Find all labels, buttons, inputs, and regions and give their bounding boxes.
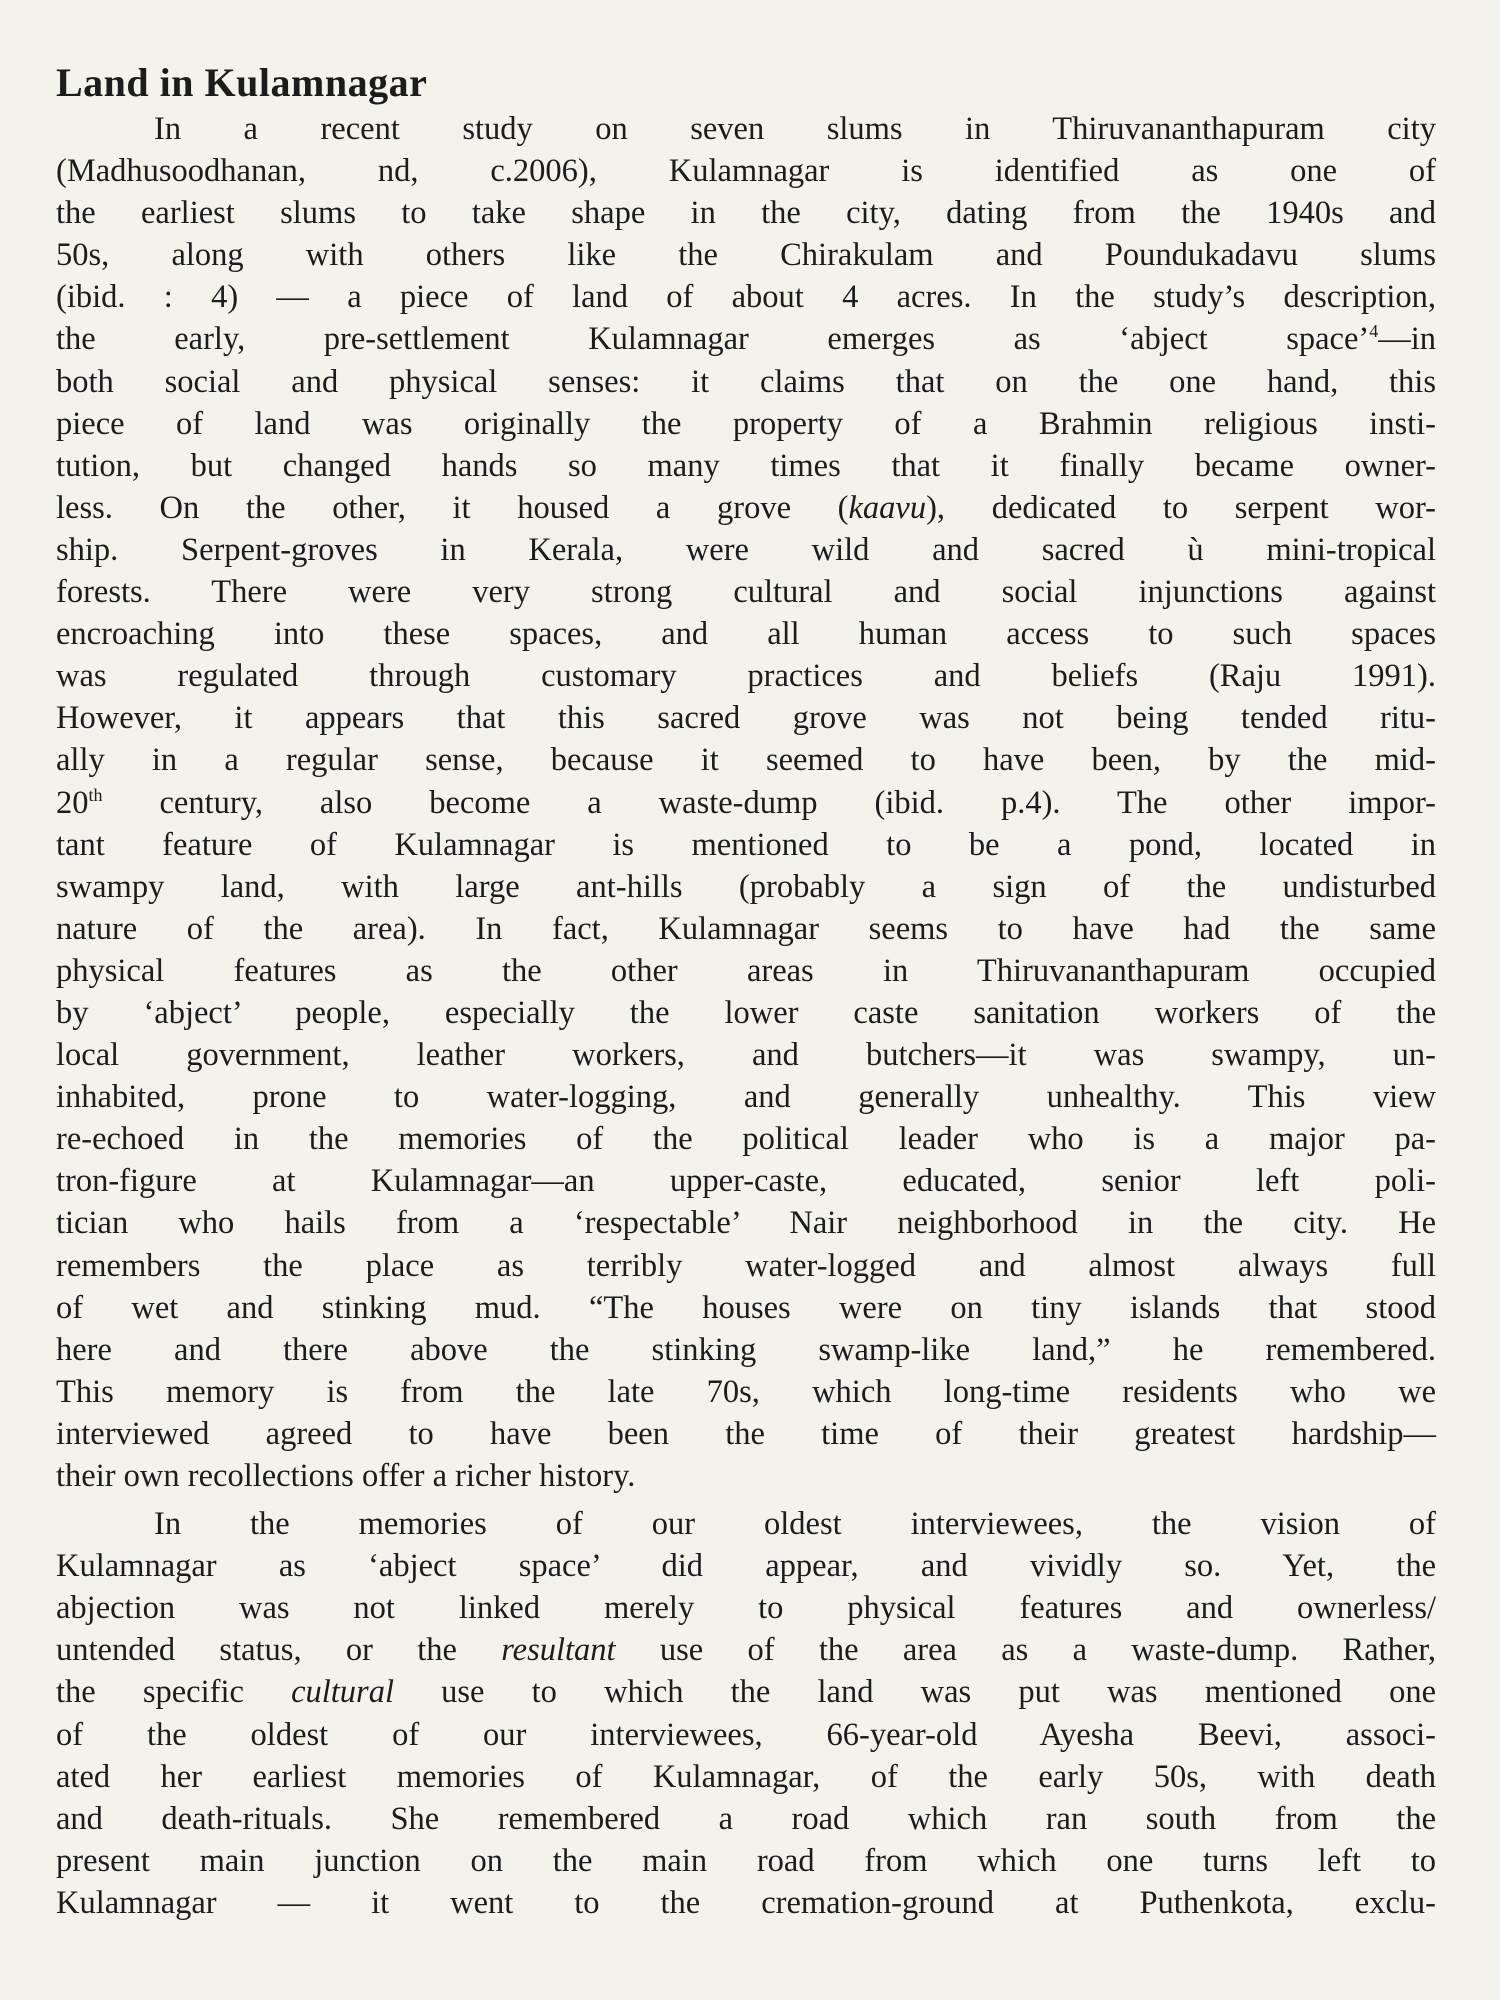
line-text: Kulamnagar as ‘abject space’ did appear, and vividly so. Yet, the (56, 1548, 1436, 1585)
text-line (56, 529, 1436, 571)
text-line (56, 403, 1436, 445)
line-segment: use to which the land was put was mentioned one (394, 1674, 1436, 1711)
line-text: However, it appears that this sacred grove was not being tended ritu- (56, 700, 1436, 737)
paragraph-1 (56, 108, 1436, 1497)
line-text (56, 321, 1436, 357)
text-line (56, 571, 1436, 613)
text-line (56, 1629, 1436, 1671)
line-text: In the memories of our oldest interviewees, the vision of (154, 1506, 1436, 1543)
line-segment: untended status, or the (56, 1632, 502, 1669)
line-text: re-echoed in the memories of the political leader who is a major pa- (56, 1121, 1436, 1158)
line-text: their own recollections offer a richer history. (56, 1458, 636, 1494)
line-text: tron-figure at Kulamnagar—an upper-caste, educated, senior left poli- (56, 1163, 1436, 1200)
superscript: th (88, 784, 103, 805)
line-text: encroaching into these spaces, and all human access to such spaces (56, 616, 1436, 653)
text-column (56, 58, 1436, 1924)
superscript: 4 (1369, 321, 1379, 342)
text-line (56, 1455, 1436, 1497)
text-line (56, 1714, 1436, 1756)
line-text: (ibid. : 4) — a piece of land of about 4 acres. In the study’s description, (56, 279, 1436, 316)
text-line (56, 655, 1436, 697)
text-line (56, 866, 1436, 908)
text-line (56, 739, 1436, 781)
text-line (56, 1118, 1436, 1160)
line-text: ated her earliest memories of Kulamnagar, of the early 50s, with death (56, 1758, 1436, 1795)
italic-term: kaavu (848, 489, 927, 526)
text-line (56, 1371, 1436, 1413)
line-text: and death-rituals. She remembered a road which ran south from the (56, 1800, 1436, 1837)
text-line (56, 1245, 1436, 1287)
text-line (56, 824, 1436, 866)
line-segment: the early, pre-settlement Kulamnagar emerges as ‘abject space’ (56, 321, 1370, 358)
line-text: inhabited, prone to water-logging, and generally unhealthy. This view (56, 1079, 1436, 1116)
text-line (56, 1413, 1436, 1455)
text-line (56, 1202, 1436, 1244)
line-text: In a recent study on seven slums in Thiruvananthapuram city (154, 111, 1436, 147)
line-text: by ‘abject’ people, especially the lower caste sanitation workers of the (56, 994, 1436, 1031)
line-text: of wet and stinking mud. “The houses were on tiny islands that stood (56, 1289, 1436, 1326)
text-line (56, 1587, 1436, 1629)
line-text: abjection was not linked merely to physical features and ownerless/ (56, 1590, 1436, 1627)
line-text: was regulated through customary practices and beliefs (Raju 1991). (56, 658, 1436, 695)
text-line (56, 1076, 1436, 1118)
line-segment: 20 (56, 784, 89, 821)
line-text: ally in a regular sense, because it seemed to have been, by the mid- (56, 742, 1436, 779)
line-text: of the oldest of our interviewees, 66-year-old Ayesha Beevi, associ- (56, 1716, 1436, 1753)
line-segment: ), dedicated to serpent wor- (926, 489, 1436, 526)
text-line (56, 1287, 1436, 1329)
text-line (56, 1882, 1436, 1924)
line-text: forests. There were very strong cultural and social injunctions against (56, 574, 1436, 611)
text-line (56, 782, 1436, 824)
line-text: local government, leather workers, and butchers—it was swampy, un- (56, 1037, 1436, 1074)
text-line (56, 1545, 1436, 1587)
italic-term: cultural (291, 1674, 394, 1711)
line-text (56, 1632, 1436, 1668)
text-line (56, 1756, 1436, 1798)
line-text: (Madhusoodhanan, nd, c.2006), Kulamnagar is identified as one of (56, 153, 1436, 190)
section-heading: Land in Kulamnagar (56, 60, 428, 105)
line-text: remembers the place as terribly water-logged and almost always full (56, 1247, 1436, 1284)
line-text: here and there above the stinking swamp-like land,” he remembered. (56, 1331, 1436, 1368)
text-line (56, 908, 1436, 950)
line-text: tician who hails from a ‘respectable’ Nair neighborhood in the city. He (56, 1205, 1436, 1242)
line-text: both social and physical senses: it claims that on the one hand, this (56, 363, 1436, 400)
line-text: piece of land was originally the property of a Brahmin religious insti- (56, 405, 1436, 442)
line-text: tution, but changed hands so many times that it finally became owner- (56, 447, 1436, 484)
text-line (56, 487, 1436, 529)
text-line (56, 1503, 1436, 1545)
italic-term: resultant (501, 1632, 616, 1669)
text-line (56, 1034, 1436, 1076)
line-segment: century, also become a waste-dump (ibid. p.4). The other impor- (102, 784, 1436, 821)
line-text: tant feature of Kulamnagar is mentioned to be a pond, located in (56, 826, 1436, 863)
text-line (56, 361, 1436, 403)
line-text: Kulamnagar — it went to the cremation-ground at Puthenkota, exclu- (56, 1884, 1436, 1921)
text-line (56, 108, 1436, 150)
line-text: nature of the area). In fact, Kulamnagar seems to have had the same (56, 910, 1436, 947)
line-segment: use of the area as a waste-dump. Rather, (615, 1632, 1437, 1669)
text-line (56, 1160, 1436, 1202)
text-line (56, 150, 1436, 192)
line-text: ship. Serpent-groves in Kerala, were wild and sacred ù mini-tropical (56, 531, 1436, 568)
text-line (56, 697, 1436, 739)
text-line (56, 1840, 1436, 1882)
text-line (56, 613, 1436, 655)
text-line (56, 1329, 1436, 1371)
line-text: interviewed agreed to have been the time of their greatest hardship— (56, 1415, 1436, 1452)
paragraph-2 (56, 1503, 1436, 1924)
text-line (56, 1671, 1436, 1713)
line-text: 50s, along with others like the Chirakulam and Poundukadavu slums (56, 237, 1436, 274)
line-text: This memory is from the late 70s, which long-time residents who we (56, 1373, 1436, 1410)
text-line (56, 950, 1436, 992)
line-segment: —in (1378, 321, 1436, 358)
text-line (56, 445, 1436, 487)
line-text: physical features as the other areas in Thiruvananthapuram occupied (56, 952, 1436, 989)
line-text (56, 785, 1436, 821)
text-line (56, 1798, 1436, 1840)
line-text: present main junction on the main road from which one turns left to (56, 1842, 1436, 1879)
line-text: the earliest slums to take shape in the city, dating from the 1940s and (56, 195, 1436, 232)
line-segment: the specific (56, 1674, 292, 1711)
line-text (56, 1674, 1436, 1710)
text-line (56, 234, 1436, 276)
line-segment: less. On the other, it housed a grove ( (56, 489, 849, 526)
text-line (56, 276, 1436, 318)
line-text (56, 490, 1436, 526)
text-line (56, 192, 1436, 234)
line-text: swampy land, with large ant-hills (probably a sign of the undisturbed (56, 868, 1436, 905)
text-line (56, 318, 1436, 360)
text-line (56, 992, 1436, 1034)
